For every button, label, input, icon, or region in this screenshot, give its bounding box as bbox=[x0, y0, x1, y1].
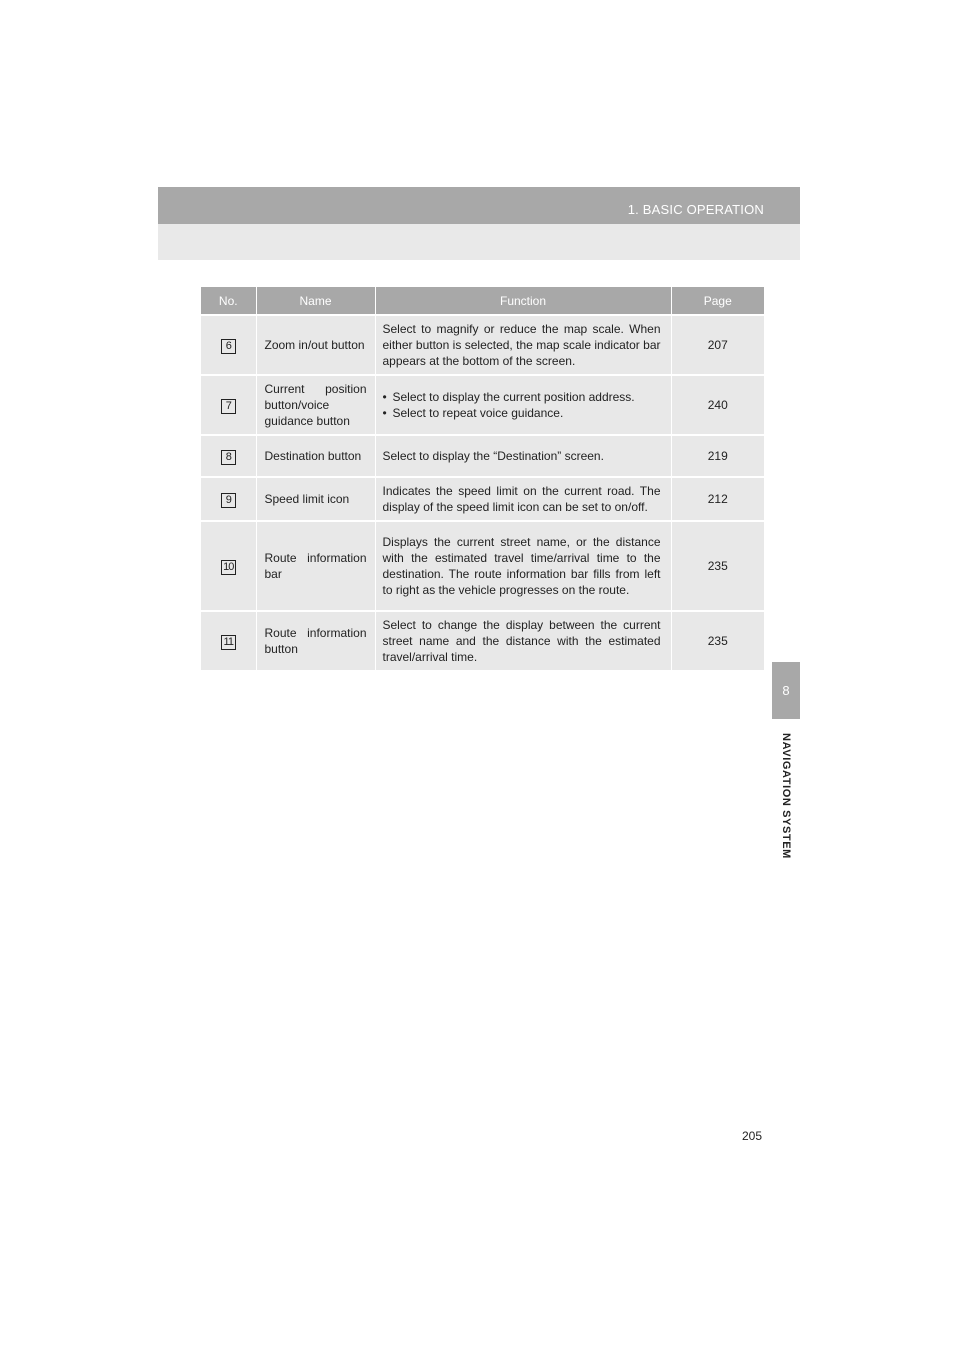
bullet-item: • Select to display the current position address. bbox=[383, 389, 661, 405]
header-subbar bbox=[158, 224, 800, 260]
section-title: 1. BASIC OPERATION bbox=[627, 202, 764, 217]
row-name: Speed limit icon bbox=[256, 477, 375, 521]
column-header-no: No. bbox=[201, 287, 256, 315]
item-number-badge: 8 bbox=[221, 450, 236, 465]
table-row bbox=[201, 477, 764, 521]
row-number-cell bbox=[201, 611, 256, 670]
row-name: Route information button bbox=[256, 611, 375, 670]
item-number-badge: 6 bbox=[221, 339, 236, 354]
item-number-badge: 9 bbox=[221, 493, 236, 508]
row-function: Select to change the display between the current street name and the distance with the estimated travel/arrival time. bbox=[375, 611, 671, 670]
row-name: Destination button bbox=[256, 435, 375, 477]
bullet-item: • Select to repeat voice guidance. bbox=[383, 405, 661, 421]
item-number-badge: 11 bbox=[221, 635, 236, 650]
header-bar bbox=[158, 187, 800, 224]
row-number-cell bbox=[201, 315, 256, 375]
column-header-name: Name bbox=[256, 287, 375, 315]
column-header-function: Function bbox=[375, 287, 671, 315]
row-number-cell bbox=[201, 477, 256, 521]
item-number-badge: 10 bbox=[221, 560, 236, 575]
chapter-tab: 8 bbox=[772, 662, 800, 719]
table-row bbox=[201, 611, 764, 670]
function-table bbox=[201, 287, 764, 670]
row-function: Select to magnify or reduce the map scale. When either button is selected, the map scale indicator bar appears at the bottom of the screen. bbox=[375, 315, 671, 375]
page-number: 205 bbox=[742, 1129, 763, 1143]
row-page: 235 bbox=[671, 611, 764, 670]
row-page: 207 bbox=[671, 315, 764, 375]
row-number-cell bbox=[201, 435, 256, 477]
chapter-label: NAVIGATION SYSTEM bbox=[780, 733, 792, 859]
row-page: 212 bbox=[671, 477, 764, 521]
table-row bbox=[201, 375, 764, 435]
row-function: Select to display the “Destination” screen. bbox=[375, 435, 671, 477]
item-number-badge: 7 bbox=[221, 399, 236, 414]
row-function: Indicates the speed limit on the current road. The display of the speed limit icon can be set to on/off. bbox=[375, 477, 671, 521]
row-page: 219 bbox=[671, 435, 764, 477]
table-header-row bbox=[201, 287, 764, 315]
row-number-cell bbox=[201, 375, 256, 435]
row-function: Displays the current street name, or the distance with the estimated travel time/arrival time to the destination. The route information bar fills from left to right as the vehicle progresses on the route. bbox=[375, 521, 671, 611]
column-header-page: Page bbox=[671, 287, 764, 315]
row-number-cell bbox=[201, 521, 256, 611]
table-row bbox=[201, 435, 764, 477]
row-name: Route information bar bbox=[256, 521, 375, 611]
row-page: 235 bbox=[671, 521, 764, 611]
row-function-list bbox=[375, 375, 671, 435]
row-page: 240 bbox=[671, 375, 764, 435]
row-name: Current position button/voice guidance button bbox=[256, 375, 375, 435]
row-name: Zoom in/out button bbox=[256, 315, 375, 375]
table-row bbox=[201, 315, 764, 375]
table-row bbox=[201, 521, 764, 611]
